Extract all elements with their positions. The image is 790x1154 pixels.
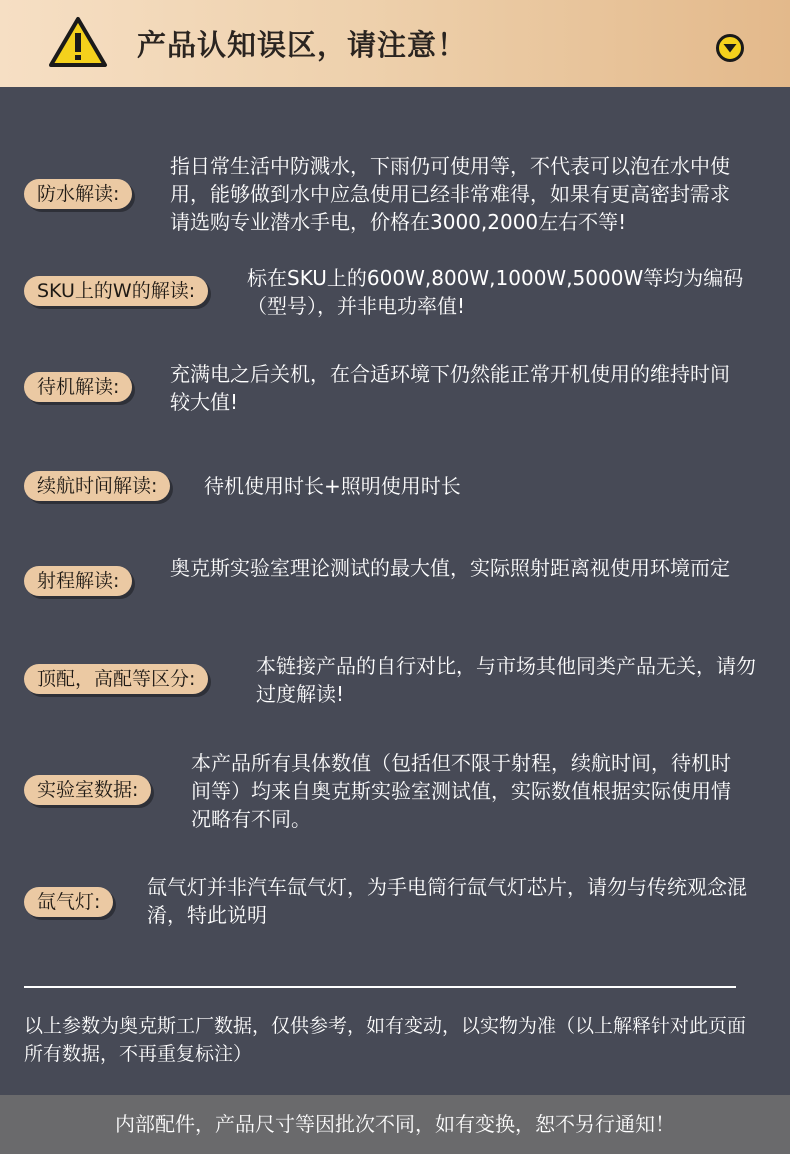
item-label: 顶配，高配等区分: [24,664,208,694]
item-description: 本链接产品的自行对比，与市场其他同类产品无关，请勿过度解读! [256,654,756,706]
item-description: 氙气灯并非汽车氙气灯，为手电筒行氙气灯芯片，请勿与传统观念混淆，特此说明 [147,875,747,927]
item-label: 射程解读: [24,566,132,596]
divider [24,986,736,988]
item-description: 待机使用时长+照明使用时长 [204,474,461,498]
item-label: 实验室数据: [24,775,151,805]
item-description: 奥克斯实验室理论测试的最大值，实际照射距离视使用环境而定 [170,556,730,580]
header-banner [0,0,790,87]
item-description: 指日常生活中防溅水，下雨仍可使用等，不代表可以泡在水中使用，能够做到水中应急使用已经非常难得，如果有更高密封需求请选购专业潜水手电，价格在3000,2000左右不等! [170,154,730,234]
item-description: 本产品所有具体数值（包括但不限于射程，续航时间，待机时间等）均来自奥克斯实验室测试值，实际数值根据实际使用情况略有不同。 [191,751,731,831]
item-description: 充满电之后关机，在合适环境下仍然能正常开机使用的维持时间较大值! [170,362,730,414]
footnote: 以上参数为奥克斯工厂数据，仅供参考，如有变动，以实物为准（以上解释针对此页面所有数据，不再重复标注） [24,1015,747,1065]
bottom-notice-bar [0,1095,790,1154]
item-label: 氙气灯: [24,887,113,917]
page-title: 产品认知误区，请注意！ [137,28,468,62]
item-label: 防水解读: [24,179,132,209]
item-label: 待机解读: [24,372,132,402]
warning-triangle-icon [48,16,108,68]
item-description: 标在SKU上的600W,800W,1000W,5000W等均为编码（型号），并非电功率值! [247,266,744,318]
chevron-down-circle-icon[interactable] [715,33,745,63]
bottom-notice: 内部配件，产品尺寸等因批次不同，如有变换，恕不另行通知！ [115,1112,675,1136]
item-label: 续航时间解读: [24,471,170,501]
item-label: SKU上的W的解读: [24,276,208,306]
